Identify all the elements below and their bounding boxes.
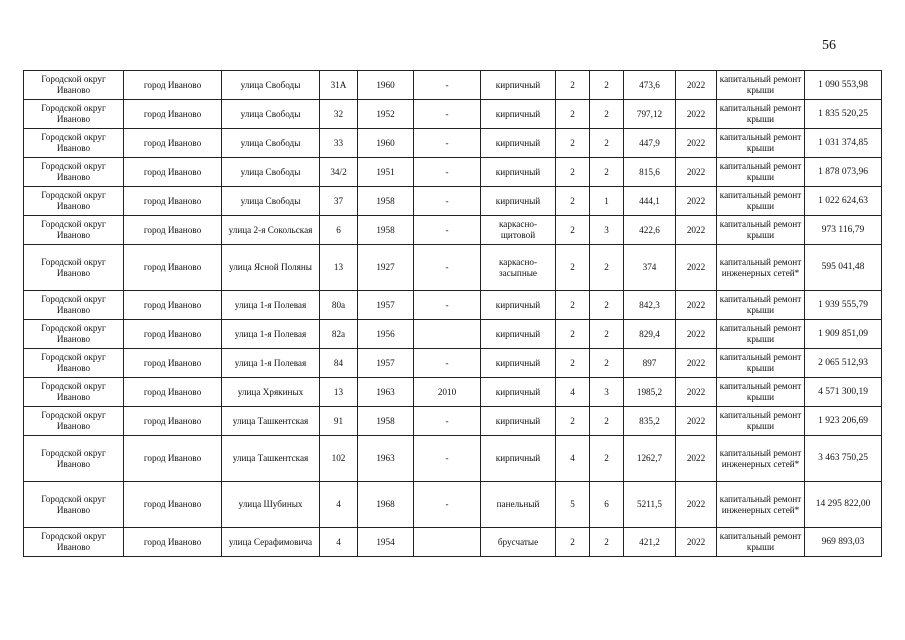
cost-cell: 1 835 520,25 bbox=[805, 100, 882, 129]
district-cell: Городской округ Иваново bbox=[24, 528, 124, 557]
floors-cell: 4 bbox=[556, 378, 590, 407]
district-cell: Городской округ Иваново bbox=[24, 158, 124, 187]
house-number-cell: 84 bbox=[320, 349, 358, 378]
work-type-cell: капитальный ремонт крыши bbox=[717, 320, 805, 349]
wall-material-cell: кирпичный bbox=[481, 158, 556, 187]
entrances-cell: 2 bbox=[590, 100, 624, 129]
plan-year-cell: 2022 bbox=[676, 528, 717, 557]
floors-cell: 2 bbox=[556, 349, 590, 378]
wall-material-cell: кирпичный bbox=[481, 187, 556, 216]
year-repair-cell: - bbox=[414, 291, 481, 320]
table-row bbox=[24, 407, 882, 436]
city-cell: город Иваново bbox=[124, 100, 222, 129]
area-cell: 1262,7 bbox=[624, 436, 676, 482]
table-row bbox=[24, 320, 882, 349]
year-built-cell: 1960 bbox=[358, 129, 414, 158]
wall-material-cell: кирпичный bbox=[481, 100, 556, 129]
entrances-cell: 2 bbox=[590, 320, 624, 349]
city-cell: город Иваново bbox=[124, 320, 222, 349]
street-cell: улица Свободы bbox=[222, 100, 320, 129]
table-row bbox=[24, 378, 882, 407]
cost-cell: 1 090 553,98 bbox=[805, 71, 882, 100]
work-type-cell: капитальный ремонт инженерных сетей* bbox=[717, 245, 805, 291]
district-cell: Городской округ Иваново bbox=[24, 100, 124, 129]
city-cell: город Иваново bbox=[124, 291, 222, 320]
area-cell: 815,6 bbox=[624, 158, 676, 187]
cost-cell: 3 463 750,25 bbox=[805, 436, 882, 482]
district-cell: Городской округ Иваново bbox=[24, 291, 124, 320]
work-type-cell: капитальный ремонт инженерных сетей* bbox=[717, 482, 805, 528]
wall-material-cell: кирпичный bbox=[481, 407, 556, 436]
entrances-cell: 2 bbox=[590, 407, 624, 436]
work-type-cell: капитальный ремонт крыши bbox=[717, 407, 805, 436]
floors-cell: 2 bbox=[556, 245, 590, 291]
entrances-cell: 1 bbox=[590, 187, 624, 216]
house-number-cell: 31А bbox=[320, 71, 358, 100]
house-number-cell: 80а bbox=[320, 291, 358, 320]
house-number-cell: 91 bbox=[320, 407, 358, 436]
table-body bbox=[24, 71, 882, 557]
table-row bbox=[24, 71, 882, 100]
city-cell: город Иваново bbox=[124, 129, 222, 158]
year-repair-cell bbox=[414, 528, 481, 557]
area-cell: 1985,2 bbox=[624, 378, 676, 407]
district-cell: Городской округ Иваново bbox=[24, 187, 124, 216]
work-type-cell: капитальный ремонт крыши bbox=[717, 71, 805, 100]
year-built-cell: 1958 bbox=[358, 407, 414, 436]
city-cell: город Иваново bbox=[124, 528, 222, 557]
plan-year-cell: 2022 bbox=[676, 245, 717, 291]
table-row bbox=[24, 158, 882, 187]
wall-material-cell: панельный bbox=[481, 482, 556, 528]
year-repair-cell: - bbox=[414, 407, 481, 436]
entrances-cell: 2 bbox=[590, 291, 624, 320]
wall-material-cell: каркасно-засыпные bbox=[481, 245, 556, 291]
area-cell: 897 bbox=[624, 349, 676, 378]
district-cell: Городской округ Иваново bbox=[24, 407, 124, 436]
floors-cell: 2 bbox=[556, 100, 590, 129]
year-repair-cell: - bbox=[414, 129, 481, 158]
plan-year-cell: 2022 bbox=[676, 320, 717, 349]
street-cell: улица 1-я Полевая bbox=[222, 291, 320, 320]
floors-cell: 5 bbox=[556, 482, 590, 528]
year-repair-cell: - bbox=[414, 216, 481, 245]
cost-cell: 4 571 300,19 bbox=[805, 378, 882, 407]
house-number-cell: 6 bbox=[320, 216, 358, 245]
plan-year-cell: 2022 bbox=[676, 100, 717, 129]
street-cell: улица 1-я Полевая bbox=[222, 349, 320, 378]
floors-cell: 2 bbox=[556, 129, 590, 158]
table-row bbox=[24, 129, 882, 158]
house-number-cell: 13 bbox=[320, 378, 358, 407]
table-row bbox=[24, 436, 882, 482]
year-repair-cell: - bbox=[414, 349, 481, 378]
house-number-cell: 13 bbox=[320, 245, 358, 291]
house-number-cell: 102 bbox=[320, 436, 358, 482]
cost-cell: 595 041,48 bbox=[805, 245, 882, 291]
entrances-cell: 2 bbox=[590, 158, 624, 187]
wall-material-cell: кирпичный bbox=[481, 349, 556, 378]
floors-cell: 4 bbox=[556, 436, 590, 482]
street-cell: улица Серафимовича bbox=[222, 528, 320, 557]
cost-cell: 1 878 073,96 bbox=[805, 158, 882, 187]
year-built-cell: 1927 bbox=[358, 245, 414, 291]
street-cell: улица Свободы bbox=[222, 158, 320, 187]
area-cell: 5211,5 bbox=[624, 482, 676, 528]
year-built-cell: 1956 bbox=[358, 320, 414, 349]
street-cell: улица Ташкентская bbox=[222, 436, 320, 482]
district-cell: Городской округ Иваново bbox=[24, 378, 124, 407]
street-cell: улица Свободы bbox=[222, 129, 320, 158]
wall-material-cell: каркасно-щитовой bbox=[481, 216, 556, 245]
year-repair-cell: - bbox=[414, 436, 481, 482]
city-cell: город Иваново bbox=[124, 482, 222, 528]
year-built-cell: 1952 bbox=[358, 100, 414, 129]
entrances-cell: 6 bbox=[590, 482, 624, 528]
year-built-cell: 1963 bbox=[358, 378, 414, 407]
area-cell: 447,9 bbox=[624, 129, 676, 158]
city-cell: город Иваново bbox=[124, 378, 222, 407]
city-cell: город Иваново bbox=[124, 187, 222, 216]
plan-year-cell: 2022 bbox=[676, 291, 717, 320]
district-cell: Городской округ Иваново bbox=[24, 349, 124, 378]
work-type-cell: капитальный ремонт крыши bbox=[717, 378, 805, 407]
cost-cell: 1 939 555,79 bbox=[805, 291, 882, 320]
work-type-cell: капитальный ремонт крыши bbox=[717, 528, 805, 557]
cost-cell: 973 116,79 bbox=[805, 216, 882, 245]
year-repair-cell: 2010 bbox=[414, 378, 481, 407]
floors-cell: 2 bbox=[556, 320, 590, 349]
street-cell: улица Ясной Поляны bbox=[222, 245, 320, 291]
area-cell: 842,3 bbox=[624, 291, 676, 320]
plan-year-cell: 2022 bbox=[676, 158, 717, 187]
street-cell: улица Хрякиных bbox=[222, 378, 320, 407]
year-built-cell: 1954 bbox=[358, 528, 414, 557]
cost-cell: 2 065 512,93 bbox=[805, 349, 882, 378]
floors-cell: 2 bbox=[556, 528, 590, 557]
entrances-cell: 3 bbox=[590, 378, 624, 407]
table-row bbox=[24, 100, 882, 129]
area-cell: 473,6 bbox=[624, 71, 676, 100]
floors-cell: 2 bbox=[556, 158, 590, 187]
entrances-cell: 2 bbox=[590, 528, 624, 557]
year-repair-cell: - bbox=[414, 158, 481, 187]
wall-material-cell: кирпичный bbox=[481, 129, 556, 158]
wall-material-cell: брусчатые bbox=[481, 528, 556, 557]
cost-cell: 14 295 822,00 bbox=[805, 482, 882, 528]
city-cell: город Иваново bbox=[124, 407, 222, 436]
plan-year-cell: 2022 bbox=[676, 436, 717, 482]
plan-year-cell: 2022 bbox=[676, 349, 717, 378]
year-built-cell: 1958 bbox=[358, 187, 414, 216]
entrances-cell: 2 bbox=[590, 245, 624, 291]
year-built-cell: 1960 bbox=[358, 71, 414, 100]
table-row bbox=[24, 528, 882, 557]
plan-year-cell: 2022 bbox=[676, 407, 717, 436]
cost-cell: 1 909 851,09 bbox=[805, 320, 882, 349]
year-built-cell: 1957 bbox=[358, 291, 414, 320]
housing-repair-table bbox=[23, 70, 882, 557]
city-cell: город Иваново bbox=[124, 436, 222, 482]
year-built-cell: 1951 bbox=[358, 158, 414, 187]
entrances-cell: 2 bbox=[590, 349, 624, 378]
plan-year-cell: 2022 bbox=[676, 378, 717, 407]
work-type-cell: капитальный ремонт крыши bbox=[717, 216, 805, 245]
plan-year-cell: 2022 bbox=[676, 129, 717, 158]
area-cell: 829,4 bbox=[624, 320, 676, 349]
district-cell: Городской округ Иваново bbox=[24, 71, 124, 100]
plan-year-cell: 2022 bbox=[676, 482, 717, 528]
street-cell: улица Ташкентская bbox=[222, 407, 320, 436]
city-cell: город Иваново bbox=[124, 216, 222, 245]
wall-material-cell: кирпичный bbox=[481, 378, 556, 407]
work-type-cell: капитальный ремонт крыши bbox=[717, 187, 805, 216]
city-cell: город Иваново bbox=[124, 349, 222, 378]
plan-year-cell: 2022 bbox=[676, 187, 717, 216]
wall-material-cell: кирпичный bbox=[481, 320, 556, 349]
floors-cell: 2 bbox=[556, 291, 590, 320]
year-repair-cell: - bbox=[414, 100, 481, 129]
wall-material-cell: кирпичный bbox=[481, 436, 556, 482]
house-number-cell: 37 bbox=[320, 187, 358, 216]
district-cell: Городской округ Иваново bbox=[24, 436, 124, 482]
floors-cell: 2 bbox=[556, 71, 590, 100]
entrances-cell: 3 bbox=[590, 216, 624, 245]
table-row bbox=[24, 482, 882, 528]
work-type-cell: капитальный ремонт крыши bbox=[717, 100, 805, 129]
floors-cell: 2 bbox=[556, 407, 590, 436]
year-repair-cell: - bbox=[414, 187, 481, 216]
house-number-cell: 33 bbox=[320, 129, 358, 158]
city-cell: город Иваново bbox=[124, 71, 222, 100]
year-built-cell: 1963 bbox=[358, 436, 414, 482]
year-repair-cell: - bbox=[414, 482, 481, 528]
street-cell: улица Свободы bbox=[222, 187, 320, 216]
year-built-cell: 1958 bbox=[358, 216, 414, 245]
entrances-cell: 2 bbox=[590, 129, 624, 158]
entrances-cell: 2 bbox=[590, 436, 624, 482]
table-row bbox=[24, 216, 882, 245]
work-type-cell: капитальный ремонт инженерных сетей* bbox=[717, 436, 805, 482]
entrances-cell: 2 bbox=[590, 71, 624, 100]
area-cell: 797,12 bbox=[624, 100, 676, 129]
district-cell: Городской округ Иваново bbox=[24, 129, 124, 158]
area-cell: 444,1 bbox=[624, 187, 676, 216]
work-type-cell: капитальный ремонт крыши bbox=[717, 291, 805, 320]
plan-year-cell: 2022 bbox=[676, 71, 717, 100]
cost-cell: 1 923 206,69 bbox=[805, 407, 882, 436]
year-repair-cell: - bbox=[414, 245, 481, 291]
work-type-cell: капитальный ремонт крыши bbox=[717, 129, 805, 158]
district-cell: Городской округ Иваново bbox=[24, 320, 124, 349]
area-cell: 835,2 bbox=[624, 407, 676, 436]
wall-material-cell: кирпичный bbox=[481, 291, 556, 320]
house-number-cell: 82а bbox=[320, 320, 358, 349]
cost-cell: 1 022 624,63 bbox=[805, 187, 882, 216]
table-row bbox=[24, 245, 882, 291]
area-cell: 421,2 bbox=[624, 528, 676, 557]
street-cell: улица Шубиных bbox=[222, 482, 320, 528]
district-cell: Городской округ Иваново bbox=[24, 482, 124, 528]
street-cell: улица 2-я Сокольская bbox=[222, 216, 320, 245]
area-cell: 374 bbox=[624, 245, 676, 291]
house-number-cell: 4 bbox=[320, 528, 358, 557]
year-repair-cell bbox=[414, 320, 481, 349]
floors-cell: 2 bbox=[556, 187, 590, 216]
wall-material-cell: кирпичный bbox=[481, 71, 556, 100]
year-built-cell: 1957 bbox=[358, 349, 414, 378]
district-cell: Городской округ Иваново bbox=[24, 216, 124, 245]
street-cell: улица Свободы bbox=[222, 71, 320, 100]
city-cell: город Иваново bbox=[124, 158, 222, 187]
area-cell: 422,6 bbox=[624, 216, 676, 245]
year-repair-cell: - bbox=[414, 71, 481, 100]
year-built-cell: 1968 bbox=[358, 482, 414, 528]
cost-cell: 1 031 374,85 bbox=[805, 129, 882, 158]
floors-cell: 2 bbox=[556, 216, 590, 245]
plan-year-cell: 2022 bbox=[676, 216, 717, 245]
table-row bbox=[24, 187, 882, 216]
work-type-cell: капитальный ремонт крыши bbox=[717, 158, 805, 187]
house-number-cell: 34/2 bbox=[320, 158, 358, 187]
cost-cell: 969 893,03 bbox=[805, 528, 882, 557]
district-cell: Городской округ Иваново bbox=[24, 245, 124, 291]
house-number-cell: 4 bbox=[320, 482, 358, 528]
street-cell: улица 1-я Полевая bbox=[222, 320, 320, 349]
table-row bbox=[24, 349, 882, 378]
city-cell: город Иваново bbox=[124, 245, 222, 291]
page-number: 56 bbox=[822, 38, 836, 53]
house-number-cell: 32 bbox=[320, 100, 358, 129]
work-type-cell: капитальный ремонт крыши bbox=[717, 349, 805, 378]
table-row bbox=[24, 291, 882, 320]
